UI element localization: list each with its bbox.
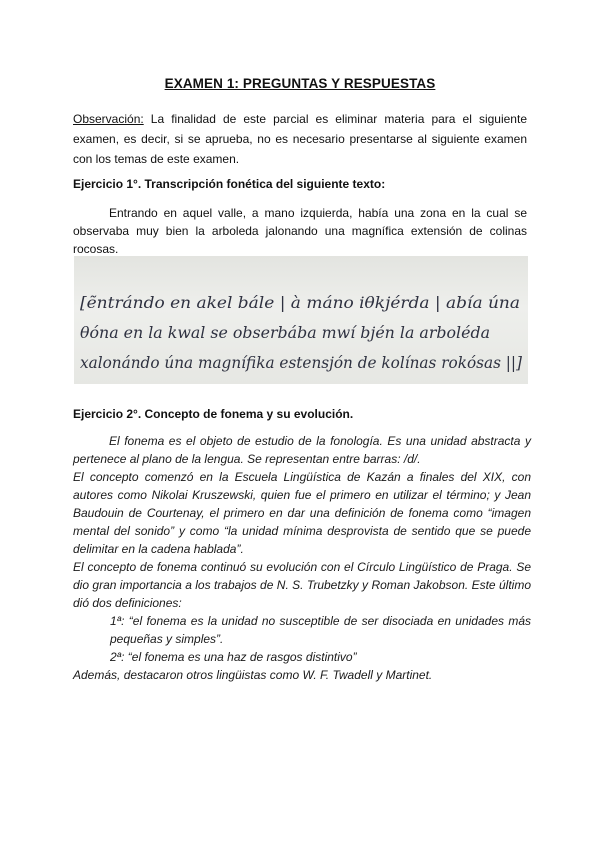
exercise-2-body	[73, 432, 531, 684]
handwritten-transcription-photo	[74, 256, 528, 384]
handwritten-line-3: xalonándo úna magnífika estensjón de kolínas rokósas ||]	[80, 353, 523, 372]
exercise-2-heading: Ejercicio 2°. Concepto de fonema y su evolución.	[73, 407, 354, 421]
handwritten-transcription	[74, 256, 528, 384]
exercise-2-definition-2: 2ª: “el fonema es una haz de rasgos distintivo”	[110, 650, 357, 664]
exercise-2-definition-1: 1ª: “el fonema es la unidad no susceptible de ser disociada en unidades más pequeñas y simples”.	[110, 614, 531, 646]
exercise-1-heading: Ejercicio 1°. Transcripción fonética del siguiente texto:	[73, 177, 386, 191]
observation-text: La finalidad de este parcial es eliminar materia para el siguiente examen, es decir, si se aprueba, no es necesario presentarse al siguiente examen con los temas de este examen.	[73, 112, 527, 166]
page-title: EXAMEN 1: PREGUNTAS Y RESPUESTAS	[164, 76, 436, 91]
exercise-2-paragraph-1: El fonema es el objeto de estudio de la fonología. Es una unidad abstracta y pertenece al plano de la lengua. Se representan entre barras: /d/.	[73, 434, 531, 466]
exercise-2-paragraph-2: El concepto comenzó en la Escuela Lingüística de Kazán a finales del XIX, con autores como Nikolai Kruszewski, quien fue el primero en utilizar el término; y Jean Baudouin de Courtenay, el primero en dar una definición de fonema como “imagen mental del sonido” y como “la unidad mínima desprovista de sentido que se puede delimitar en la cadena hablada”.	[73, 470, 531, 556]
observation-label: Observación:	[73, 112, 144, 126]
exercise-1-text: Entrando en aquel valle, a mano izquierda, había una zona en la cual se observaba muy bien la arboleda jalonando una magnífica extensión de colinas rocosas.	[73, 206, 527, 256]
handwritten-line-2: θóna en la kwal se obserbába mwí bjén la arboléda	[80, 323, 490, 342]
exercise-2-paragraph-3: El concepto de fonema continuó su evolución con el Círculo Lingüístico de Praga. Se dio gran importancia a los trabajos de N. S. Trubetzky y Roman Jakobson. Este último dió dos definiciones:	[73, 560, 531, 610]
handwritten-line-1: [ẽntrándo en akel bále | à máno iθkjérda | abía úna	[80, 293, 520, 312]
exercise-2-paragraph-4: Además, destacaron otros lingüistas como W. F. Twadell y Martinet.	[73, 668, 433, 682]
observation-paragraph	[73, 109, 527, 169]
